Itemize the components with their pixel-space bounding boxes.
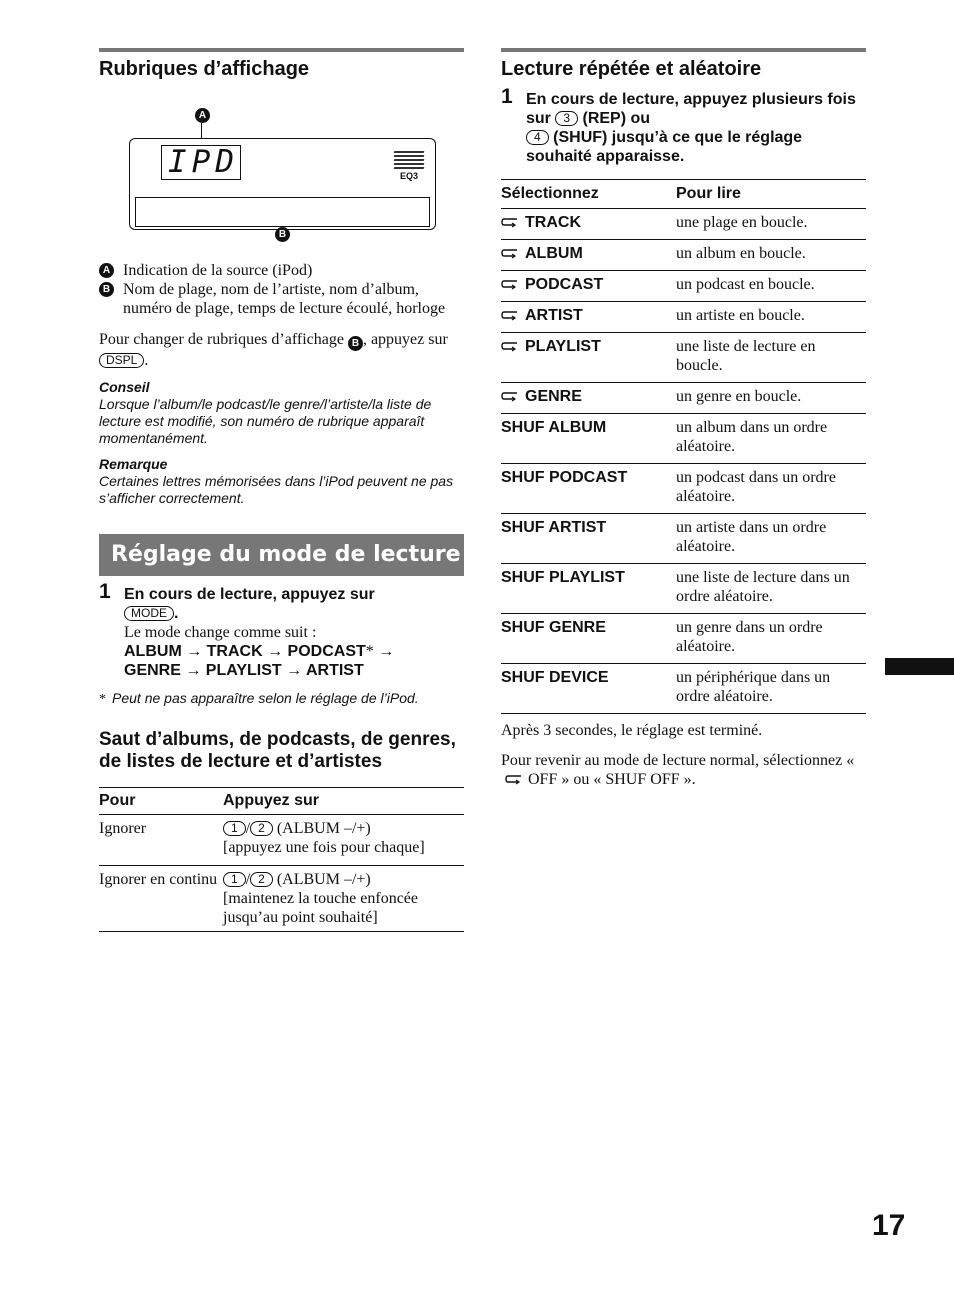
mode-sequence-1	[124, 642, 464, 661]
table-cell-select	[501, 209, 676, 240]
select-label: ARTIST	[525, 307, 583, 324]
legend-marker: A	[99, 263, 114, 278]
select-label: SHUF ALBUM	[501, 419, 607, 436]
lcd-text-area	[135, 197, 430, 227]
mode-sequence-2: GENRE → PLAYLIST → ARTIST	[124, 662, 364, 679]
mode-arrow: →	[373, 643, 395, 660]
step-dot: .	[174, 605, 179, 622]
repeat-icon	[501, 214, 518, 225]
legend-marker: B	[99, 282, 114, 297]
select-label: GENRE	[525, 388, 582, 405]
table-row	[501, 209, 866, 240]
table-row	[501, 333, 866, 383]
paragraph-text: .	[144, 352, 149, 369]
table-header: Sélectionnez	[501, 185, 599, 202]
separator: /	[245, 820, 251, 837]
footnote-text: Peut ne pas apparaître selon le réglage de l’iPod.	[112, 690, 419, 706]
select-label: PLAYLIST	[525, 338, 601, 355]
side-tab	[885, 658, 954, 675]
table-cell-read: un podcast en boucle.	[676, 276, 815, 293]
paragraph-text: Pour revenir au mode de lecture normal, sélectionnez «	[501, 752, 855, 769]
legend-list	[99, 261, 464, 318]
tip-block	[99, 379, 464, 447]
repeat-icon	[501, 338, 518, 349]
table-cell	[223, 815, 464, 866]
mode-seq-text: ALBUM → TRACK → PODCAST	[124, 643, 366, 660]
select-label: ALBUM	[525, 245, 583, 262]
table-row	[501, 664, 866, 714]
table-row	[501, 383, 866, 414]
key-1: 1	[223, 821, 246, 836]
paragraph-text: Pour changer de rubriques d’affichage	[99, 331, 344, 348]
skip-table	[99, 787, 464, 932]
select-label: SHUF ARTIST	[501, 519, 607, 536]
table-cell-read: un artiste en boucle.	[676, 307, 805, 324]
table-header: Appuyez sur	[223, 792, 320, 809]
display-illustration	[99, 83, 464, 233]
repeat-icon	[501, 276, 518, 287]
detail-text: [appuyez une fois pour chaque]	[223, 839, 425, 856]
table-cell: Ignorer en continu	[99, 871, 218, 888]
key-2: 2	[250, 821, 273, 836]
repeat-step	[501, 85, 866, 166]
table-header-row	[99, 788, 464, 815]
legend-item-b	[99, 280, 464, 318]
paragraph-text: , appuyez sur	[362, 331, 448, 348]
after-text: Après 3 secondes, le réglage est terminé.	[501, 722, 763, 739]
key-4: 4	[526, 130, 549, 145]
repeat-icon	[501, 307, 518, 318]
table-cell-read: une plage en boucle.	[676, 214, 808, 231]
select-label: SHUF PODCAST	[501, 469, 628, 486]
legend-item-a	[99, 261, 464, 280]
table-cell-read: un album dans un ordre aléatoire.	[676, 419, 828, 455]
step-text: En cours de lecture, appuyez sur	[124, 586, 375, 603]
note-title: Remarque	[99, 456, 168, 472]
marker-b-inline: B	[348, 336, 363, 351]
return-paragraph	[501, 751, 866, 789]
legend-text: Nom de plage, nom de l’artiste, nom d’album, numéro de plage, temps de lecture écoulé, horloge	[123, 281, 446, 317]
table-cell-select	[501, 614, 676, 664]
legend-text: Indication de la source (iPod)	[123, 262, 313, 279]
table-cell-select	[501, 514, 676, 564]
key-3: 3	[555, 111, 578, 126]
mode-key: MODE	[124, 606, 174, 621]
table-row	[501, 614, 866, 664]
table-cell-select	[501, 464, 676, 514]
table-cell-select	[501, 271, 676, 302]
table-row	[501, 414, 866, 464]
select-label: SHUF GENRE	[501, 619, 606, 636]
step-text: (SHUF) jusqu’à ce que le réglage souhaité apparaisse.	[526, 129, 803, 165]
change-display-paragraph	[99, 330, 464, 370]
select-label: PODCAST	[525, 276, 604, 293]
table-row	[501, 271, 866, 302]
action-text: (ALBUM –/+)	[272, 820, 371, 837]
table-cell-select	[501, 414, 676, 464]
table-cell-select	[501, 302, 676, 333]
table-cell-select	[501, 333, 676, 383]
mode-step	[99, 580, 464, 680]
repeat-shuffle-table	[501, 179, 866, 714]
section-title-display-items: Rubriques d’affichage	[99, 58, 310, 80]
table-row	[501, 464, 866, 514]
action-text: (ALBUM –/+)	[272, 871, 371, 888]
footnote	[99, 690, 464, 709]
lcd-source-box	[161, 145, 241, 180]
table-row	[501, 514, 866, 564]
select-label: SHUF PLAYLIST	[501, 569, 625, 586]
table-cell	[223, 866, 464, 932]
mode-change-text: Le mode change comme suit :	[124, 624, 317, 641]
table-row	[501, 240, 866, 271]
table-cell-read: un podcast dans un ordre aléatoire.	[676, 469, 836, 505]
repeat-icon	[501, 388, 518, 399]
section-banner: Réglage du mode de lecture	[99, 534, 464, 576]
table-cell-read: un genre dans un ordre aléatoire.	[676, 619, 823, 655]
lcd-frame	[129, 138, 436, 230]
table-cell-select	[501, 664, 676, 714]
table-header: Pour lire	[676, 185, 741, 202]
select-label: TRACK	[525, 214, 581, 231]
note-text: Certaines lettres mémorisées dans l’iPod peuvent ne pas s’afficher correctement.	[99, 473, 454, 506]
table-cell-read: un genre en boucle.	[676, 388, 802, 405]
lcd-source-text: IPD	[168, 144, 239, 180]
table-cell-select	[501, 383, 676, 414]
tip-title: Conseil	[99, 379, 150, 395]
key-1: 1	[223, 872, 246, 887]
step-text: (REP) ou	[578, 110, 651, 127]
table-header: Pour	[99, 792, 136, 809]
table-cell-read: une liste de lecture dans un ordre aléatoire.	[676, 569, 850, 605]
key-2: 2	[250, 872, 273, 887]
table-cell-read: un artiste dans un ordre aléatoire.	[676, 519, 827, 555]
dspl-key: DSPL	[99, 353, 144, 368]
paragraph-text: OFF » ou « SHUF OFF ».	[524, 771, 696, 788]
repeat-icon	[501, 245, 518, 256]
table-cell-select	[501, 564, 676, 614]
section-top-bar	[99, 48, 464, 52]
marker-a: A	[195, 108, 210, 123]
eq-icon	[394, 149, 424, 181]
repeat-icon	[505, 771, 522, 782]
section-title-skip: Saut d’albums, de podcasts, de genres, de listes de lecture et d’artistes	[99, 729, 456, 772]
table-row	[501, 302, 866, 333]
footnote-star: *	[99, 692, 106, 707]
step-instruction	[124, 585, 464, 623]
right-column	[501, 48, 866, 789]
table-cell-select	[501, 240, 676, 271]
left-column	[99, 48, 464, 932]
section-top-bar	[501, 48, 866, 52]
table-row	[99, 866, 464, 932]
table-row	[99, 815, 464, 866]
footnote-star: *	[365, 643, 374, 660]
section-title-repeat-shuffle: Lecture répétée et aléatoire	[501, 58, 762, 80]
note-block	[99, 456, 464, 507]
detail-text: [maintenez la touche enfoncée jusqu’au point souhaité]	[223, 890, 418, 926]
table-cell-read: un album en boucle.	[676, 245, 806, 262]
table-cell-read: un périphérique dans un ordre aléatoire.	[676, 669, 831, 705]
step-number: 1	[501, 85, 513, 108]
tip-text: Lorsque l’album/le podcast/le genre/l’artiste/la liste de lecture est modifié, son numéro de rubrique apparaît momentanément.	[99, 396, 432, 446]
step-number: 1	[99, 580, 111, 603]
table-row	[501, 564, 866, 614]
page-number: 17	[872, 1209, 906, 1242]
table-header-row	[501, 180, 866, 209]
table-cell-read: une liste de lecture en boucle.	[676, 338, 816, 374]
separator: /	[245, 871, 251, 888]
select-label: SHUF DEVICE	[501, 669, 609, 686]
marker-b: B	[275, 227, 290, 242]
table-cell: Ignorer	[99, 820, 147, 837]
step-instruction	[526, 90, 866, 166]
eq-label: EQ3	[399, 171, 418, 181]
step-text: En cours de lecture, appuyez plusieurs fois sur	[526, 91, 856, 127]
